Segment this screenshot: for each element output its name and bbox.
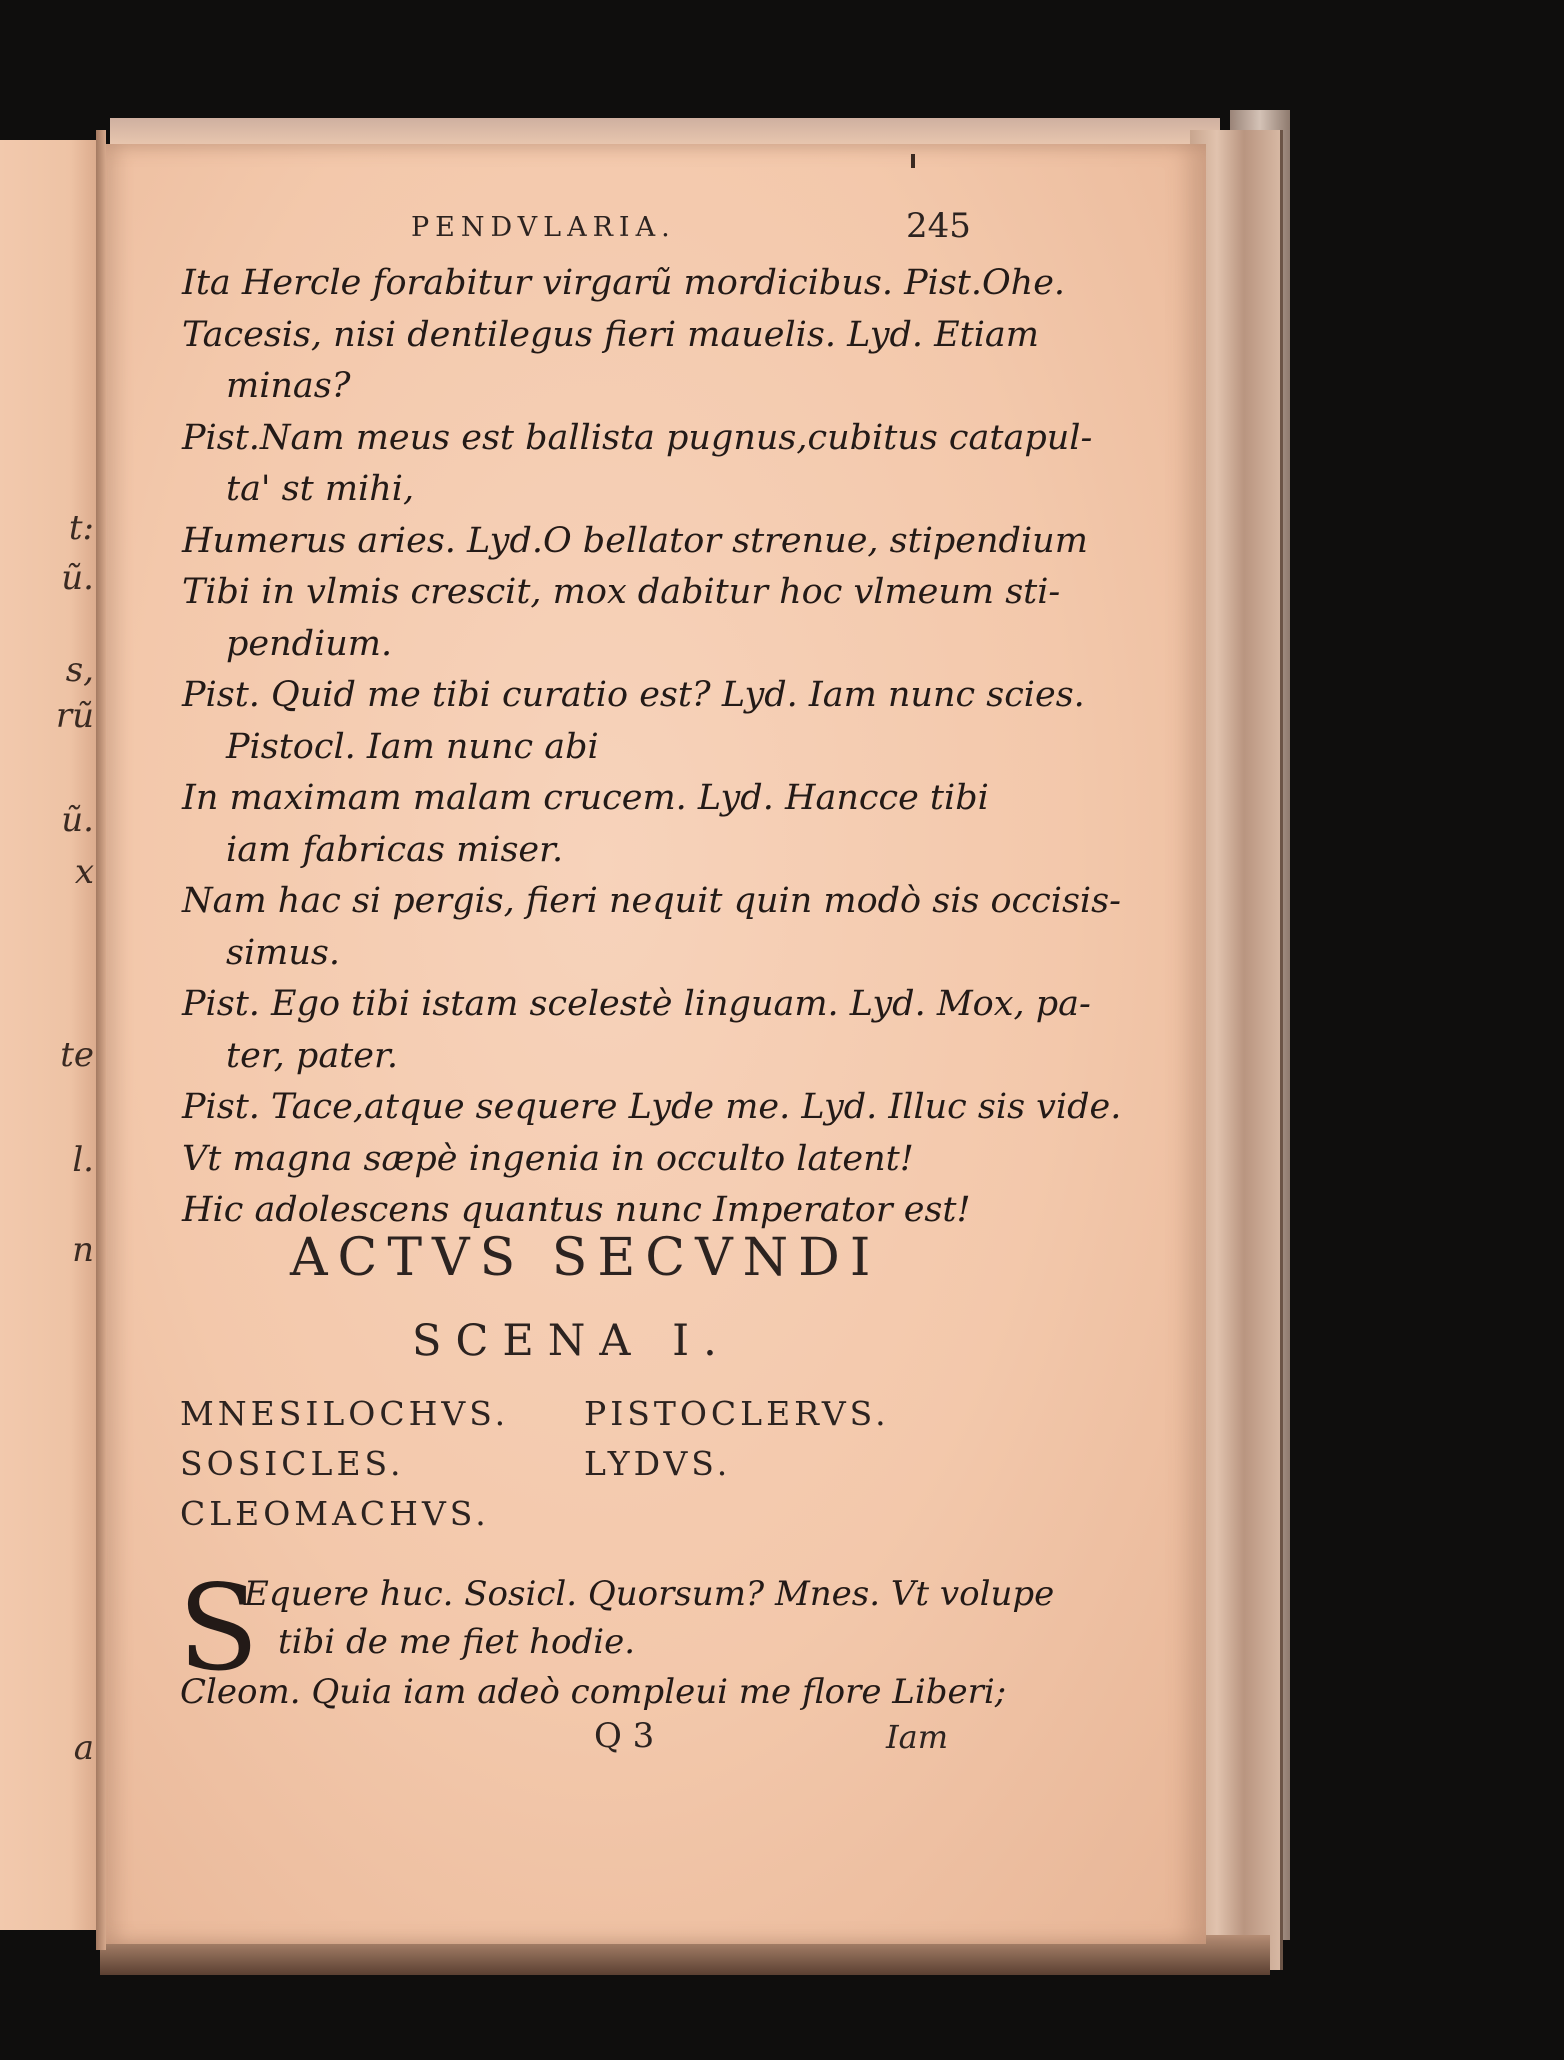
drop-capital: S [178,1559,259,1697]
text-line: simus. [226,932,340,973]
left-page-fragment: ũ. [61,800,94,840]
left-page-fragment: n [72,1230,94,1270]
text-line: ta' st mihi, [226,469,415,509]
text-line: Pist.Nam meus est ballista pugnus,cubitus catapul- [182,417,1093,458]
text-line: Tibi in vlmis crescit, mox dabitur hoc vlmeum sti- [182,572,1061,612]
book-page [106,144,1206,1944]
book-top-edge [110,118,1220,146]
text-line: iam fabricas miser. [226,829,564,870]
left-facing-page [0,140,100,1930]
text-line: Pist. Ego tibi istam scelestè linguam. Lyd. Mox, pa- [182,984,1091,1024]
text-line: minas? [226,366,351,406]
left-page-fragment: rũ [55,696,94,736]
running-head: PENDVLARIA. [411,212,676,243]
text-line: ter, pater. [226,1035,398,1076]
text-line: Humerus aries. Lyd.O bellator strenue, stipendium [182,520,1088,561]
left-page-fragment: ũ. [61,558,94,598]
left-page-fragment: s, [65,650,94,690]
dialog-line: Cleom. Quia iam adeò compleui me flore Liberi; [180,1672,1007,1712]
verse-text-block [182,258,1122,1237]
text-line: Ita Hercle forabitur virgarũ mordicibus. Pist.Ohe. [182,263,1066,303]
left-page-fragment: l. [72,1140,94,1180]
left-page-fragment: t: [68,508,94,548]
left-page-fragment: a [73,1728,94,1768]
text-line: Hic adolescens quantus nunc Imperator est! [182,1190,971,1230]
left-page-fragment: x [74,852,94,892]
text-line: In maximam malam crucem. Lyd. Hancce tibi [182,778,989,818]
text-line: pendium. [226,623,393,664]
text-line: Nam hac si pergis, fieri nequit quin modò sis occisis- [182,881,1121,921]
page-number: 245 [906,206,971,246]
text-line: Pist. Quid me tibi curatio est? Lyd. Iam nunc scies. [182,675,1085,715]
text-line: Pistocl. Iam nunc abi [226,726,599,767]
text-line: Vt magna sæpè ingenia in occulto latent! [182,1138,914,1179]
persona-name: LYDVS. [584,1444,732,1483]
left-page-fragment: te [60,1035,94,1075]
book-gutter [96,130,106,1950]
text-line: Pist. Tace,atque sequere Lyde me. Lyd. Illuc sis vide. [182,1087,1122,1127]
text-line: Tacesis, nisi dentilegus fieri mauelis. Lyd. Etiam [182,314,1039,355]
persona-name: MNESILOCHVS. [180,1394,510,1433]
dialog-line: Equere huc. Sosicl. Quorsum? Mnes. Vt volupe [244,1574,1055,1614]
act-title: ACTVS SECVNDI [290,1228,881,1288]
catchword: Iam [886,1718,949,1756]
page-mark [911,154,915,168]
signature-mark: Q 3 [594,1716,655,1756]
persona-name: CLEOMACHVS. [180,1494,490,1533]
scene-title: SCENA I. [412,1316,731,1366]
persona-name: SOSICLES. [180,1444,405,1483]
dialog-line: tibi de me fiet hodie. [278,1622,636,1662]
persona-name: PISTOCLERVS. [584,1394,890,1433]
